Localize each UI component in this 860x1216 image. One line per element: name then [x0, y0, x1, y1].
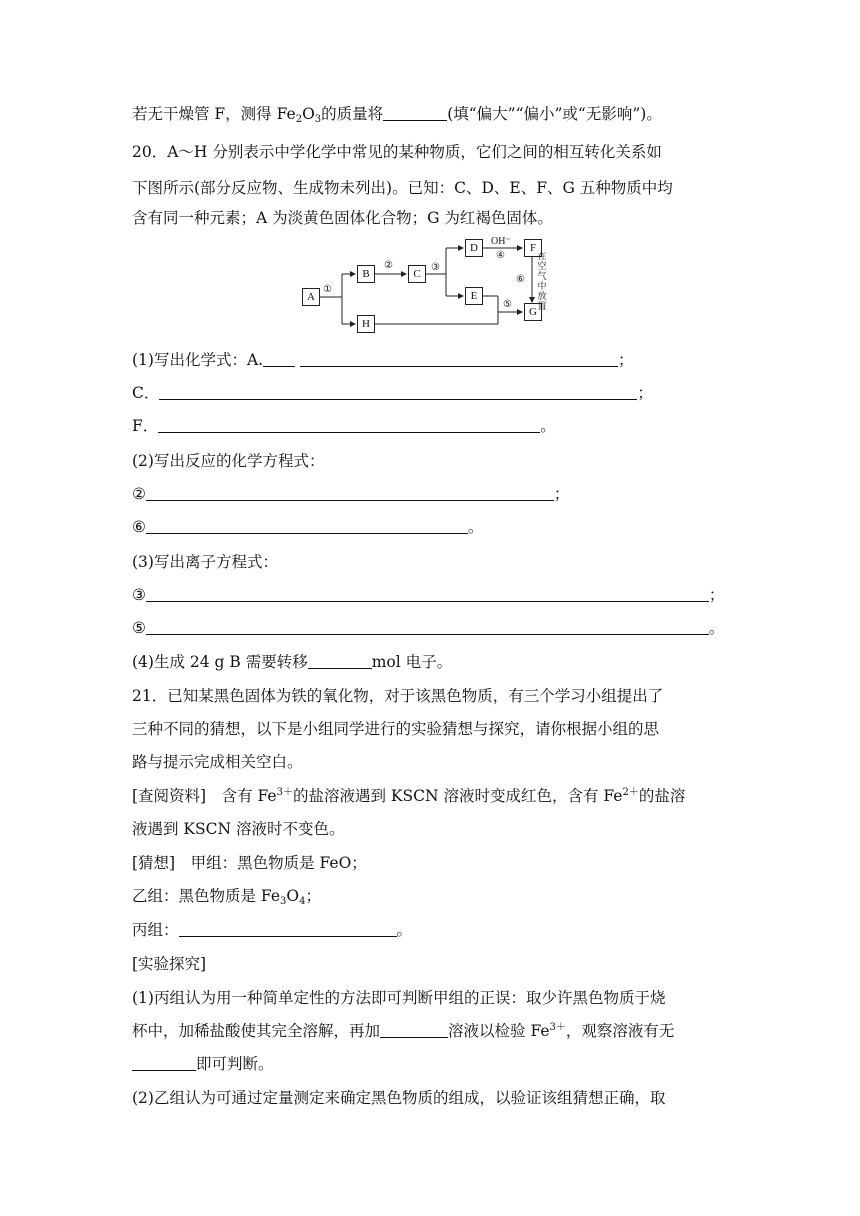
node-d: D	[465, 239, 483, 257]
answer-blank[interactable]	[158, 417, 540, 433]
text: ③	[132, 586, 146, 604]
node-e: E	[465, 287, 483, 305]
node-c: C	[408, 265, 426, 283]
reaction-diagram	[300, 236, 560, 336]
text: 的盐溶液遇到 KSCN 溶液时变成红色，含有 Fe	[292, 787, 623, 805]
text: (1)写出化学式：A.	[132, 351, 264, 369]
part-2-eq-6	[132, 517, 483, 537]
text: (4)生成 24 g B 需要转移	[132, 653, 308, 671]
text: 乙组：黑色物质是 Fe	[132, 887, 281, 905]
text: ；	[708, 586, 725, 604]
answer-blank[interactable]	[380, 1022, 448, 1038]
label-in-air-standing	[536, 252, 548, 312]
experiment-heading: [实验探究]	[132, 955, 207, 973]
text: 的盐溶	[638, 787, 686, 805]
char: 中	[537, 282, 547, 292]
reference-line-1	[132, 786, 685, 806]
text: ，观察溶液有无	[565, 1022, 675, 1040]
answer-blank[interactable]	[146, 619, 709, 635]
char: 空	[537, 262, 547, 272]
subscript: 2	[295, 114, 303, 125]
subscript: 3	[314, 114, 322, 125]
text: O	[286, 887, 300, 905]
experiment-1-line-3	[132, 1054, 274, 1074]
q20-line-2: 下图所示(部分反应物、生成物未列出)。已知：C、D、E、F、G 五种物质中均	[132, 179, 673, 197]
answer-blank[interactable]	[263, 351, 295, 367]
text: 若无干燥管 F，测得 Fe	[132, 105, 296, 123]
char: 置	[537, 302, 547, 312]
text: 。	[540, 417, 556, 435]
text: 杯中，加稀盐酸使其完全溶解，再加	[132, 1022, 381, 1040]
text: [查阅资料] 含有 Fe	[132, 787, 277, 805]
text: 。	[396, 921, 413, 939]
answer-blank[interactable]	[146, 485, 554, 501]
label-reaction-6: ⑥	[516, 274, 525, 285]
node-h: H	[357, 315, 375, 333]
experiment-1-line-2	[132, 1021, 674, 1041]
part-1-formula-a	[132, 350, 634, 370]
guess-line-3	[132, 920, 412, 940]
guess-line-1: [猜想] 甲组：黑色物质是 FeO；	[132, 854, 367, 872]
node-b: B	[357, 265, 375, 283]
reference-line-2: 液遇到 KSCN 溶液时不变色。	[132, 820, 345, 838]
part-2-heading: (2)写出反应的化学方程式：	[132, 452, 325, 470]
q21-line-2: 三种不同的猜想，以下是小组同学进行的实验猜想与探究，请你根据小组的思	[132, 720, 660, 738]
part-2-eq-2	[132, 484, 569, 504]
label-oh: OH⁻	[491, 236, 511, 247]
part-1-formula-c	[132, 383, 653, 403]
answer-blank[interactable]	[146, 586, 709, 602]
text: 溶液以检验 Fe	[448, 1022, 550, 1040]
q21-line-3: 路与提示完成相关空白。	[132, 753, 303, 771]
text: ；	[637, 384, 653, 402]
label-reaction-5: ⑤	[503, 299, 512, 310]
label-reaction-2: ②	[384, 260, 393, 271]
label-reaction-3: ③	[431, 262, 440, 273]
text: O	[302, 105, 315, 123]
text: ；	[305, 887, 321, 905]
label-reaction-1: ①	[323, 284, 332, 295]
part-3-heading: (3)写出离子方程式：	[132, 553, 278, 571]
superscript: 3＋	[276, 787, 293, 798]
answer-blank[interactable]	[300, 351, 618, 367]
label-reaction-4: ④	[496, 250, 505, 261]
part-1-formula-f	[132, 416, 556, 436]
superscript: 2＋	[622, 787, 639, 798]
text: 。	[708, 619, 725, 637]
text: (填“偏大”“偏小”或“无影响”)。	[447, 105, 662, 123]
text: ；	[618, 351, 634, 369]
text: 即可判断。	[196, 1055, 274, 1073]
line-fe2o3-mass	[132, 104, 662, 124]
text: 。	[467, 518, 484, 536]
q21-line-1: 21．已知某黑色固体为铁的氧化物，对于该黑色物质，有三个学习小组提出了	[132, 687, 664, 705]
text: ⑤	[132, 619, 146, 637]
answer-blank[interactable]	[179, 921, 397, 937]
char: 气	[537, 272, 547, 282]
node-g: G	[524, 303, 542, 321]
answer-blank[interactable]	[159, 384, 637, 400]
answer-blank[interactable]	[132, 1055, 196, 1071]
q20-line-3: 含有同一种元素；A 为淡黄色固体化合物；G 为红褐色固体。	[132, 209, 553, 227]
text: 的质量将	[321, 105, 384, 123]
char: 在	[537, 252, 547, 262]
diagram-arrows	[300, 236, 560, 336]
text: C．	[132, 384, 160, 402]
part-4	[132, 652, 452, 672]
guess-line-2	[132, 886, 321, 906]
subscript: 4	[299, 896, 306, 907]
text: ⑥	[132, 518, 146, 536]
node-a: A	[302, 288, 320, 306]
answer-blank[interactable]	[383, 105, 447, 121]
superscript: 3＋	[549, 1022, 566, 1033]
q20-line-1: 20．A～H 分别表示中学化学中常见的某种物质，它们之间的相互转化关系如	[132, 143, 662, 161]
char: 放	[537, 292, 547, 302]
text: mol 电子。	[371, 653, 453, 671]
node-f: F	[524, 239, 542, 257]
text: ；	[553, 485, 570, 503]
answer-blank[interactable]	[308, 653, 372, 669]
text: F．	[132, 417, 159, 435]
experiment-1-line-1: (1)丙组认为用一种简单定性的方法即可判断甲组的正误：取少许黑色物质于烧	[132, 989, 666, 1007]
answer-blank[interactable]	[146, 518, 468, 534]
part-3-eq-3	[132, 585, 724, 605]
experiment-2-line-1: (2)乙组认为可通过定量测定来确定黑色物质的组成，以验证该组猜想正确，取	[132, 1089, 666, 1107]
text: 丙组：	[132, 921, 179, 939]
part-3-eq-5	[132, 618, 724, 638]
subscript: 3	[280, 896, 287, 907]
text: ②	[132, 485, 146, 503]
